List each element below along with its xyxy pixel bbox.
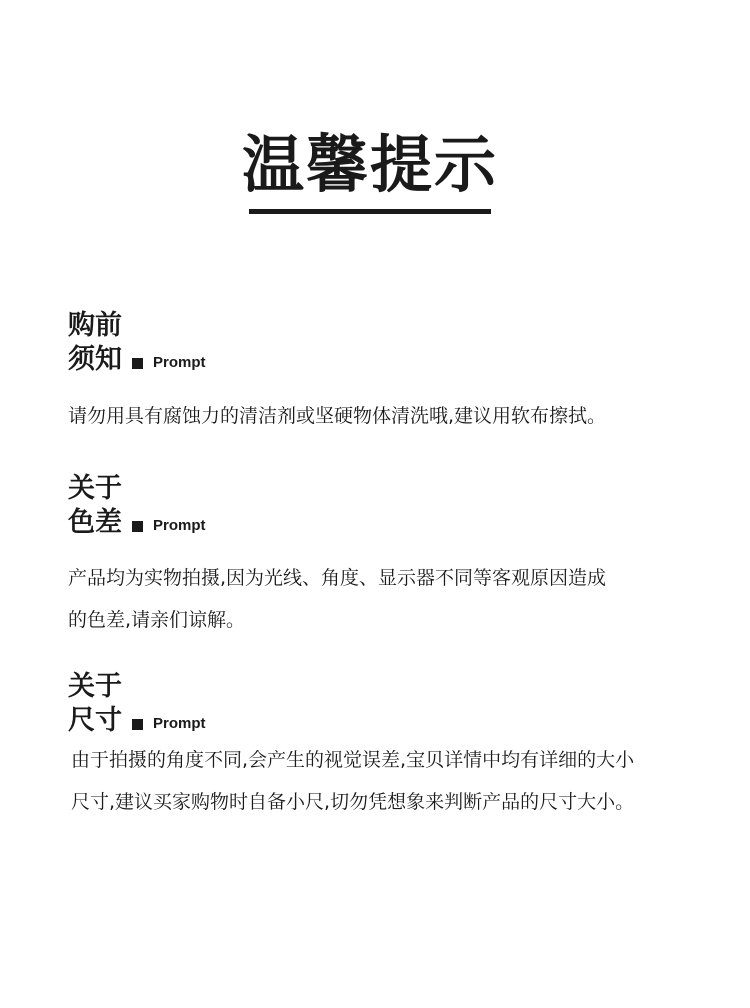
- heading-line-2: 须知: [68, 344, 122, 375]
- body-line: 由于拍摄的角度不同,会产生的视觉误差,宝贝详情中均有详细的大小: [71, 749, 635, 771]
- section-body: [68, 557, 728, 641]
- prompt-tag: Prompt: [153, 517, 206, 534]
- heading-line-1: 购前: [68, 310, 122, 341]
- section-body: [68, 395, 728, 437]
- section-size: [68, 670, 728, 823]
- square-bullet-icon: [132, 521, 143, 532]
- square-bullet-icon: [132, 358, 143, 369]
- heading-line-1: 关于: [68, 671, 122, 702]
- section-body: [71, 739, 728, 823]
- section-heading: [68, 309, 728, 377]
- body-line: 请勿用具有腐蚀力的清洁剂或坚硬物体清洗哦,建议用软布擦拭。: [68, 405, 607, 427]
- title-underline: [249, 209, 491, 214]
- heading-line-2: 尺寸: [68, 705, 122, 736]
- heading-line-2: 色差: [68, 507, 122, 538]
- square-bullet-icon: [132, 719, 143, 730]
- section-heading: [68, 670, 728, 738]
- prompt-tag: Prompt: [153, 715, 206, 732]
- body-line: 尺寸,建议买家购物时自备小尺,切勿凭想象来判断产品的尺寸大小。: [71, 791, 635, 813]
- heading-line-1: 关于: [68, 473, 122, 504]
- page-title: 温馨提示: [241, 128, 498, 201]
- body-line: 的色差,请亲们谅解。: [68, 609, 246, 631]
- section-heading: [68, 472, 728, 540]
- body-line: 产品均为实物拍摄,因为光线、角度、显示器不同等客观原因造成: [68, 567, 607, 589]
- prompt-tag: Prompt: [153, 354, 206, 371]
- section-color-difference: [68, 472, 728, 641]
- section-before-purchase: [68, 309, 728, 437]
